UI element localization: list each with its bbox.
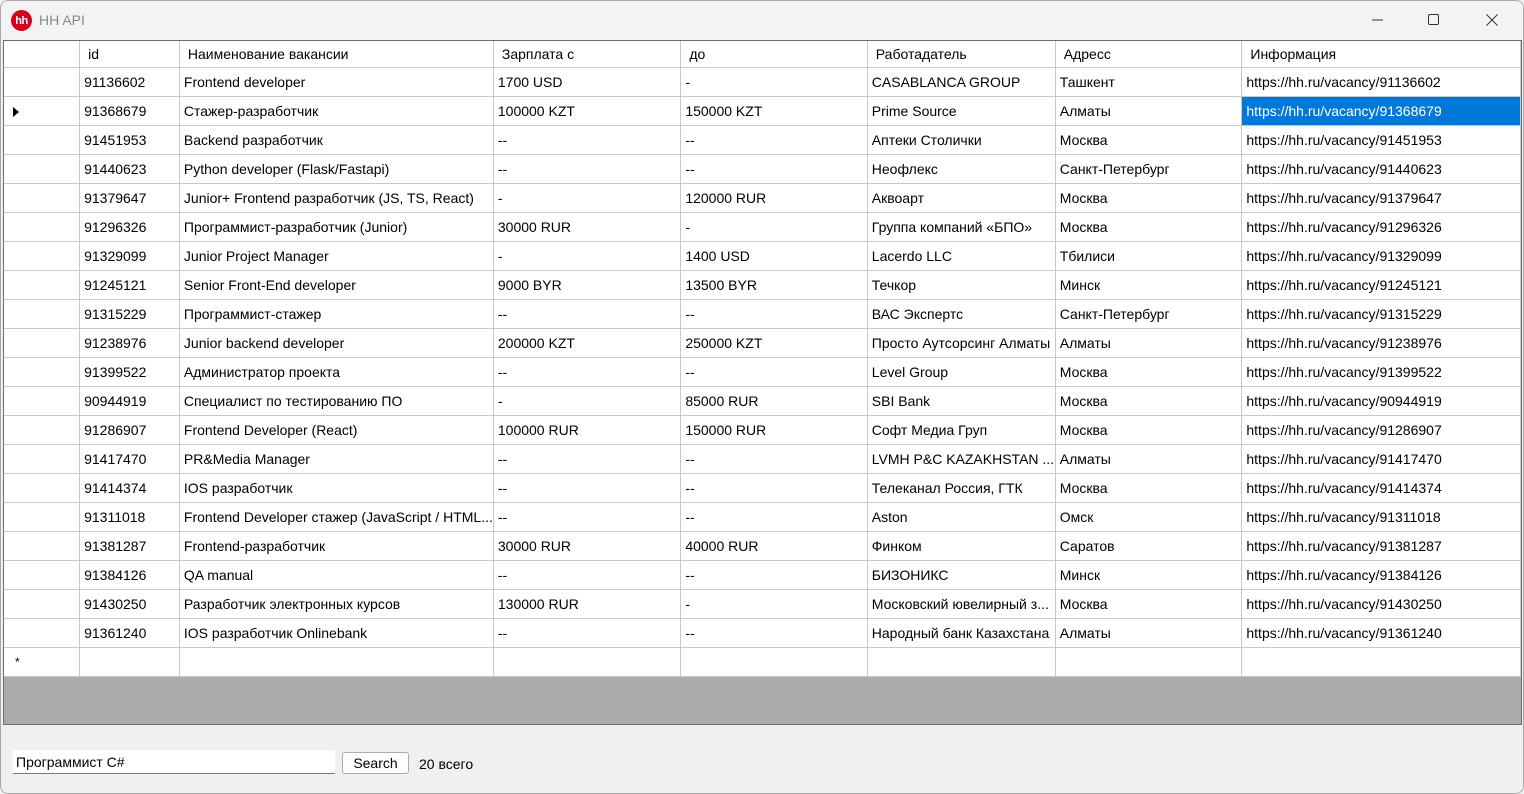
grid-cell[interactable]: Frontend Developer стажер (JavaScript / HTML...	[179, 502, 493, 531]
grid-cell[interactable]: 91296326	[80, 212, 180, 241]
grid-cell[interactable]: Москва	[1055, 386, 1242, 415]
table-row[interactable]	[4, 589, 1521, 618]
row-header[interactable]	[4, 618, 80, 647]
grid-cell[interactable]: 100000 RUR	[493, 415, 680, 444]
grid-cell[interactable]: --	[493, 473, 680, 502]
grid-cell[interactable]: Junior backend developer	[179, 328, 493, 357]
column-header[interactable]: Работадатель	[867, 41, 1055, 67]
row-header[interactable]	[4, 647, 80, 676]
grid-cell[interactable]: Группа компаний «БПО»	[867, 212, 1055, 241]
header-row	[4, 41, 1521, 67]
grid-cell[interactable]: Junior+ Frontend разработчик (JS, TS, React)	[179, 183, 493, 212]
row-header[interactable]	[4, 212, 80, 241]
grid-cell[interactable]: 91384126	[80, 560, 180, 589]
grid-cell[interactable]: -	[681, 212, 867, 241]
grid-cell[interactable]: https://hh.ru/vacancy/91315229	[1242, 299, 1521, 328]
grid-cell[interactable]: https://hh.ru/vacancy/91245121	[1242, 270, 1521, 299]
row-header[interactable]	[4, 183, 80, 212]
grid-cell[interactable]: 30000 RUR	[493, 212, 680, 241]
table-row[interactable]	[4, 96, 1521, 125]
grid-cell[interactable]: Frontend-разработчик	[179, 531, 493, 560]
grid-cell[interactable]: --	[493, 299, 680, 328]
grid-cell[interactable]: Москва	[1055, 357, 1242, 386]
grid-cell[interactable]: Администратор проекта	[179, 357, 493, 386]
row-header[interactable]	[4, 96, 80, 125]
grid-cell[interactable]: -	[493, 241, 680, 270]
grid-cell[interactable]: 91451953	[80, 125, 180, 154]
table-row[interactable]	[4, 328, 1521, 357]
grid-cell[interactable]: --	[493, 560, 680, 589]
grid-cell[interactable]	[1055, 647, 1242, 676]
grid-cell[interactable]: 91286907	[80, 415, 180, 444]
grid-cell[interactable]: Московский ювелирный з...	[867, 589, 1055, 618]
grid-cell[interactable]: --	[681, 502, 867, 531]
grid-cell[interactable]: 91430250	[80, 589, 180, 618]
grid-cell[interactable]: 200000 KZT	[493, 328, 680, 357]
search-button[interactable]: Search	[342, 752, 409, 774]
grid-cell[interactable]: Тбилиси	[1055, 241, 1242, 270]
grid-cell[interactable]: Аквоарт	[867, 183, 1055, 212]
grid-cell[interactable]: IOS разработчик Onlinebank	[179, 618, 493, 647]
grid-cell[interactable]: 91311018	[80, 502, 180, 531]
grid-cell[interactable]: -	[681, 67, 867, 96]
grid-cell[interactable]: 1400 USD	[681, 241, 867, 270]
grid-cell[interactable]: Aston	[867, 502, 1055, 531]
table-row[interactable]	[4, 473, 1521, 502]
table-row[interactable]	[4, 560, 1521, 589]
grid-cell[interactable]: Минск	[1055, 560, 1242, 589]
grid-cell[interactable]: https://hh.ru/vacancy/91379647	[1242, 183, 1521, 212]
grid-cell[interactable]: --	[493, 154, 680, 183]
grid-cell[interactable]: Минск	[1055, 270, 1242, 299]
grid-cell[interactable]: https://hh.ru/vacancy/90944919	[1242, 386, 1521, 415]
grid-cell[interactable]: Программист-стажер	[179, 299, 493, 328]
row-header[interactable]	[4, 154, 80, 183]
grid-cell[interactable]: Финком	[867, 531, 1055, 560]
grid-cell[interactable]: 120000 RUR	[681, 183, 867, 212]
row-header[interactable]	[4, 241, 80, 270]
grid-cell[interactable]: --	[681, 618, 867, 647]
column-header[interactable]: до	[681, 41, 867, 67]
grid-cell[interactable]: Алматы	[1055, 96, 1242, 125]
grid-cell[interactable]: ВАС Экспертс	[867, 299, 1055, 328]
row-header[interactable]	[4, 444, 80, 473]
grid-cell[interactable]: Москва	[1055, 473, 1242, 502]
grid-cell[interactable]: https://hh.ru/vacancy/91399522	[1242, 357, 1521, 386]
grid-cell[interactable]: --	[681, 473, 867, 502]
grid-cell[interactable]: Просто Аутсорсинг Алматы	[867, 328, 1055, 357]
grid-cell[interactable]: Аптеки Столички	[867, 125, 1055, 154]
grid-cell[interactable]: Телеканал Россия, ГТК	[867, 473, 1055, 502]
grid-cell[interactable]: IOS разработчик	[179, 473, 493, 502]
grid-cell[interactable]: --	[493, 618, 680, 647]
grid-cell[interactable]: 91381287	[80, 531, 180, 560]
current-row-arrow-icon	[13, 107, 19, 117]
grid-cell[interactable]: --	[681, 299, 867, 328]
grid-cell[interactable]: SBI Bank	[867, 386, 1055, 415]
row-header[interactable]	[4, 415, 80, 444]
table-row[interactable]	[4, 241, 1521, 270]
grid-cell[interactable]: Junior Project Manager	[179, 241, 493, 270]
grid-cell[interactable]: -	[681, 589, 867, 618]
grid-cell[interactable]: Омск	[1055, 502, 1242, 531]
grid-cell[interactable]: Senior Front-End developer	[179, 270, 493, 299]
grid-cell[interactable]: 250000 KZT	[681, 328, 867, 357]
table-row[interactable]	[4, 444, 1521, 473]
window-title: HH API	[39, 12, 85, 28]
grid-cell[interactable]: https://hh.ru/vacancy/91430250	[1242, 589, 1521, 618]
grid-cell[interactable]	[80, 647, 180, 676]
table-row[interactable]	[4, 212, 1521, 241]
grid-cell[interactable]: https://hh.ru/vacancy/91286907	[1242, 415, 1521, 444]
table-row[interactable]	[4, 618, 1521, 647]
new-row[interactable]	[4, 647, 1521, 676]
minimize-icon	[1372, 14, 1384, 26]
grid-cell[interactable]: https://hh.ru/vacancy/91451953	[1242, 125, 1521, 154]
grid-cell[interactable]: Течкор	[867, 270, 1055, 299]
row-header[interactable]	[4, 357, 80, 386]
grid-cell[interactable]: Специалист по тестированию ПО	[179, 386, 493, 415]
vacancies-table	[4, 41, 1521, 677]
grid-cell[interactable]: --	[493, 502, 680, 531]
title-bar[interactable]	[1, 1, 1523, 39]
table-row[interactable]	[4, 125, 1521, 154]
column-header[interactable]: Зарплата с	[493, 41, 680, 67]
grid-cell[interactable]: Алматы	[1055, 618, 1242, 647]
row-header[interactable]	[4, 67, 80, 96]
grid-cell[interactable]: 91238976	[80, 328, 180, 357]
grid-cell[interactable]: https://hh.ru/vacancy/91329099	[1242, 241, 1521, 270]
grid-cell[interactable]: 91315229	[80, 299, 180, 328]
column-header[interactable]: Наименование вакансии	[179, 41, 493, 67]
grid-cell[interactable]: 9000 BYR	[493, 270, 680, 299]
table-row[interactable]	[4, 299, 1521, 328]
grid-cell[interactable]: https://hh.ru/vacancy/91368679	[1242, 96, 1521, 125]
grid-cell[interactable]: 100000 KZT	[493, 96, 680, 125]
search-input[interactable]	[13, 750, 335, 774]
grid-cell[interactable]: 150000 KZT	[681, 96, 867, 125]
table-row[interactable]	[4, 270, 1521, 299]
minimize-button[interactable]	[1349, 1, 1407, 39]
grid-cell[interactable]: --	[681, 125, 867, 154]
column-header[interactable]: id	[80, 41, 180, 67]
column-header[interactable]: Информация	[1242, 41, 1521, 67]
grid-cell[interactable]: Москва	[1055, 415, 1242, 444]
grid-cell[interactable]: 91136602	[80, 67, 180, 96]
row-header[interactable]	[4, 502, 80, 531]
row-header[interactable]	[4, 270, 80, 299]
grid-cell[interactable]: 91417470	[80, 444, 180, 473]
grid-cell[interactable]: 91368679	[80, 96, 180, 125]
hh-logo-icon: hh	[11, 10, 32, 31]
table-row[interactable]	[4, 386, 1521, 415]
grid-cell[interactable]: 150000 RUR	[681, 415, 867, 444]
close-button[interactable]	[1463, 1, 1521, 39]
grid-cell[interactable]: Москва	[1055, 125, 1242, 154]
grid-cell[interactable]: --	[493, 444, 680, 473]
grid-cell[interactable]: https://hh.ru/vacancy/91381287	[1242, 531, 1521, 560]
grid-cell[interactable]: Ташкент	[1055, 67, 1242, 96]
grid-cell[interactable]	[493, 647, 680, 676]
grid-cell[interactable]: --	[681, 357, 867, 386]
grid-cell[interactable]: Разработчик электронных курсов	[179, 589, 493, 618]
row-header[interactable]	[4, 328, 80, 357]
grid-cell[interactable]: 90944919	[80, 386, 180, 415]
grid-cell[interactable]: https://hh.ru/vacancy/91414374	[1242, 473, 1521, 502]
grid-cell[interactable]: Народный банк Казахстана	[867, 618, 1055, 647]
close-icon	[1486, 14, 1498, 26]
grid-cell[interactable]: Level Group	[867, 357, 1055, 386]
maximize-icon	[1428, 14, 1440, 26]
grid-cell[interactable]	[179, 647, 493, 676]
grid-cell[interactable]: 40000 RUR	[681, 531, 867, 560]
grid-cell[interactable]: https://hh.ru/vacancy/91361240	[1242, 618, 1521, 647]
grid-cell[interactable]: --	[681, 154, 867, 183]
grid-cell[interactable]: https://hh.ru/vacancy/91311018	[1242, 502, 1521, 531]
grid-cell[interactable]: БИЗОНИКС	[867, 560, 1055, 589]
grid-cell[interactable]: 91379647	[80, 183, 180, 212]
grid-cell[interactable]: https://hh.ru/vacancy/91417470	[1242, 444, 1521, 473]
grid-cell[interactable]: https://hh.ru/vacancy/91136602	[1242, 67, 1521, 96]
grid-cell[interactable]: Санкт-Петербург	[1055, 299, 1242, 328]
grid-cell[interactable]: 1700 USD	[493, 67, 680, 96]
grid-cell[interactable]: Стажер-разработчик	[179, 96, 493, 125]
grid-cell[interactable]: Москва	[1055, 183, 1242, 212]
grid-cell[interactable]: https://hh.ru/vacancy/91296326	[1242, 212, 1521, 241]
grid-cell[interactable]: Frontend developer	[179, 67, 493, 96]
maximize-button[interactable]	[1405, 1, 1463, 39]
row-header[interactable]	[4, 125, 80, 154]
vacancies-grid[interactable]	[3, 40, 1522, 725]
grid-cell[interactable]: Алматы	[1055, 444, 1242, 473]
grid-cell[interactable]: -	[493, 183, 680, 212]
grid-cell[interactable]: QA manual	[179, 560, 493, 589]
grid-cell[interactable]: Москва	[1055, 589, 1242, 618]
grid-cell[interactable]: CASABLANCA GROUP	[867, 67, 1055, 96]
table-row[interactable]	[4, 154, 1521, 183]
grid-cell[interactable]	[1242, 647, 1521, 676]
grid-cell[interactable]: 91245121	[80, 270, 180, 299]
grid-cell[interactable]: Backend разработчик	[179, 125, 493, 154]
grid-cell[interactable]: Python developer (Flask/Fastapi)	[179, 154, 493, 183]
table-row[interactable]	[4, 67, 1521, 96]
grid-cell[interactable]: PR&Media Manager	[179, 444, 493, 473]
grid-cell[interactable]: Москва	[1055, 212, 1242, 241]
row-header[interactable]	[4, 531, 80, 560]
row-header[interactable]	[4, 299, 80, 328]
row-header-corner[interactable]	[4, 41, 80, 67]
table-row[interactable]	[4, 531, 1521, 560]
grid-cell[interactable]	[681, 647, 867, 676]
grid-cell[interactable]: https://hh.ru/vacancy/91440623	[1242, 154, 1521, 183]
row-header[interactable]	[4, 386, 80, 415]
grid-cell[interactable]: Программист-разработчик (Junior)	[179, 212, 493, 241]
grid-cell[interactable]: Санкт-Петербург	[1055, 154, 1242, 183]
column-header[interactable]: Адресс	[1055, 41, 1242, 67]
new-row-star-icon: *	[15, 654, 20, 669]
table-row[interactable]	[4, 415, 1521, 444]
grid-cell[interactable]: --	[493, 125, 680, 154]
total-count-label: 20 всего	[419, 756, 474, 772]
grid-cell[interactable]: Неофлекс	[867, 154, 1055, 183]
search-panel	[1, 726, 1523, 793]
grid-cell[interactable]: Алматы	[1055, 328, 1242, 357]
grid-cell[interactable]: --	[493, 357, 680, 386]
grid-cell[interactable]: 91440623	[80, 154, 180, 183]
grid-cell[interactable]: 30000 RUR	[493, 531, 680, 560]
grid-cell[interactable]: Lacerdo LLC	[867, 241, 1055, 270]
grid-cell[interactable]: --	[681, 560, 867, 589]
grid-cell[interactable]: 130000 RUR	[493, 589, 680, 618]
table-row[interactable]	[4, 357, 1521, 386]
grid-cell[interactable]: https://hh.ru/vacancy/91238976	[1242, 328, 1521, 357]
grid-cell[interactable]: LVMH P&C KAZAKHSTAN ...	[867, 444, 1055, 473]
grid-cell[interactable]: 91361240	[80, 618, 180, 647]
grid-cell[interactable]: --	[681, 444, 867, 473]
grid-cell[interactable]: https://hh.ru/vacancy/91384126	[1242, 560, 1521, 589]
grid-cell[interactable]: Саратов	[1055, 531, 1242, 560]
table-row[interactable]	[4, 183, 1521, 212]
row-header[interactable]	[4, 473, 80, 502]
grid-cell[interactable]	[867, 647, 1055, 676]
grid-cell[interactable]: 85000 RUR	[681, 386, 867, 415]
row-header[interactable]	[4, 560, 80, 589]
grid-cell[interactable]: 91414374	[80, 473, 180, 502]
row-header[interactable]	[4, 589, 80, 618]
grid-cell[interactable]: Frontend Developer (React)	[179, 415, 493, 444]
table-row[interactable]	[4, 502, 1521, 531]
grid-cell[interactable]: 91399522	[80, 357, 180, 386]
grid-cell[interactable]: Софт Медиа Груп	[867, 415, 1055, 444]
grid-cell[interactable]: 13500 BYR	[681, 270, 867, 299]
grid-cell[interactable]: -	[493, 386, 680, 415]
grid-cell[interactable]: 91329099	[80, 241, 180, 270]
grid-cell[interactable]: Prime Source	[867, 96, 1055, 125]
